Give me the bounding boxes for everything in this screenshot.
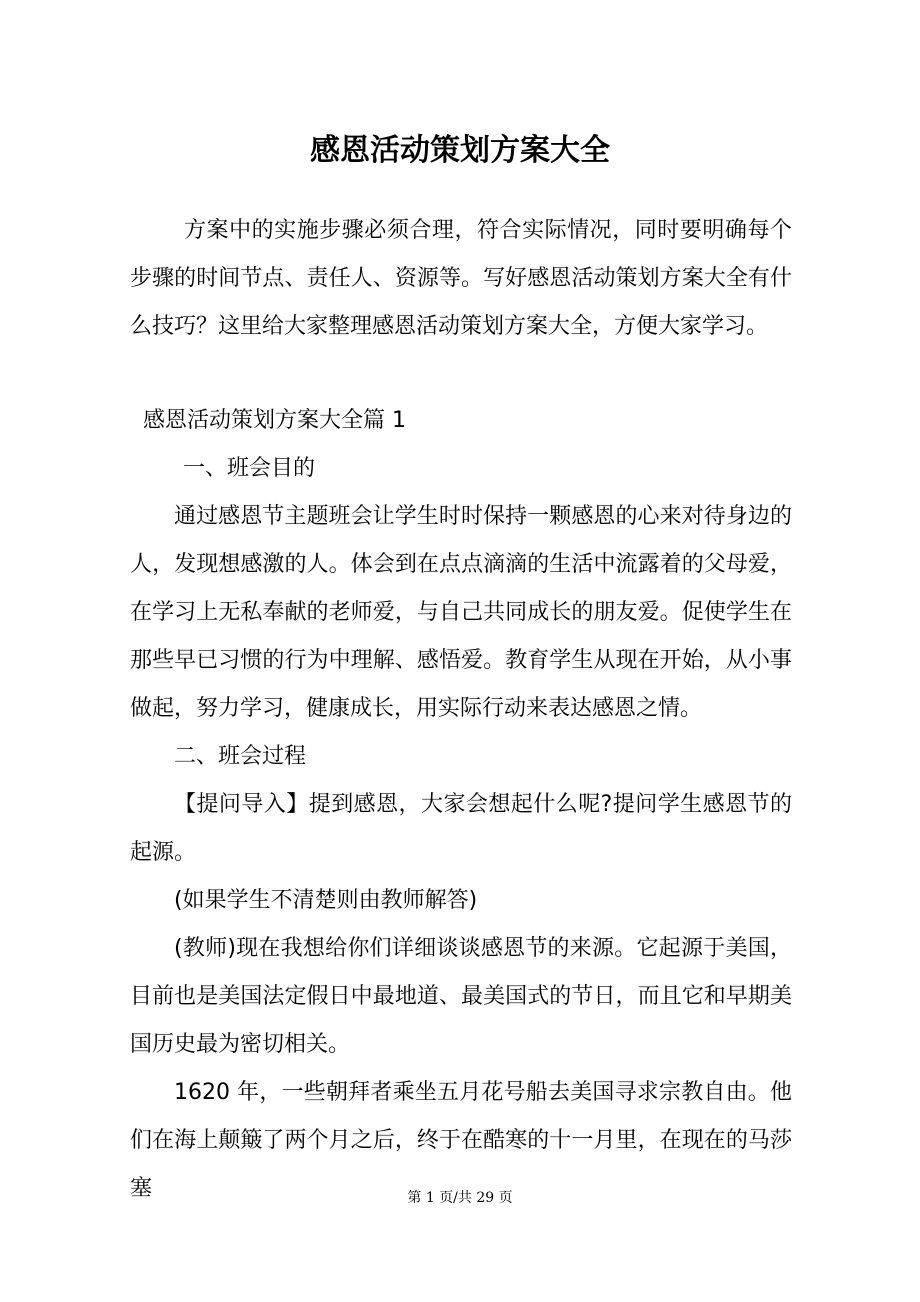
question-paragraph: 【提问导入】提到感恩，大家会想起什么呢?提问学生感恩节的起源。	[130, 792, 792, 865]
teacher-note: (如果学生不清楚则由教师解答)	[174, 888, 478, 913]
section-heading-process: 二、班会过程	[174, 744, 307, 769]
intro-paragraph: 方案中的实施步骤必须合理，符合实际情况，同时要明确每个步骤的时间节点、责任人、资源等。写好感恩活动策划方案大全有什么技巧？这里给大家整理感恩活动策划方案大全，方便大家学习。	[130, 218, 792, 339]
history-paragraph: 1620 年，一些朝拜者乘坐五月花号船去美国寻求宗教自由。他们在海上颠簸了两个月之后，终于在酷寒的十一月里，在现在的马莎塞	[130, 1080, 792, 1201]
page-footer: 第 1 页/共 29 页	[407, 1190, 513, 1206]
chapter-heading: 感恩活动策划方案大全篇 1	[143, 408, 406, 433]
purpose-paragraph: 通过感恩节主题班会让学生时时保持一颗感恩的心来对待身边的人，发现想感激的人。体会到在点点滴滴的生活中流露着的父母爱，在学习上无私奉献的老师爱，与自己共同成长的朋友爱。促使学生在那些早已习惯的行为中理解、感悟爱。教育学生从现在开始，从小事做起，努力学习，健康成长，用实际行动来表达感恩之情。	[130, 504, 792, 721]
teacher-paragraph: (教师)现在我想给你们详细谈谈感恩节的来源。它起源于美国，目前也是美国法定假日中最地道、最美国式的节日，而且它和早期美国历史最为密切相关。	[130, 936, 792, 1057]
section-heading-purpose: 一、班会目的	[183, 456, 316, 481]
document-title: 感恩活动策划方案大全	[310, 133, 610, 168]
